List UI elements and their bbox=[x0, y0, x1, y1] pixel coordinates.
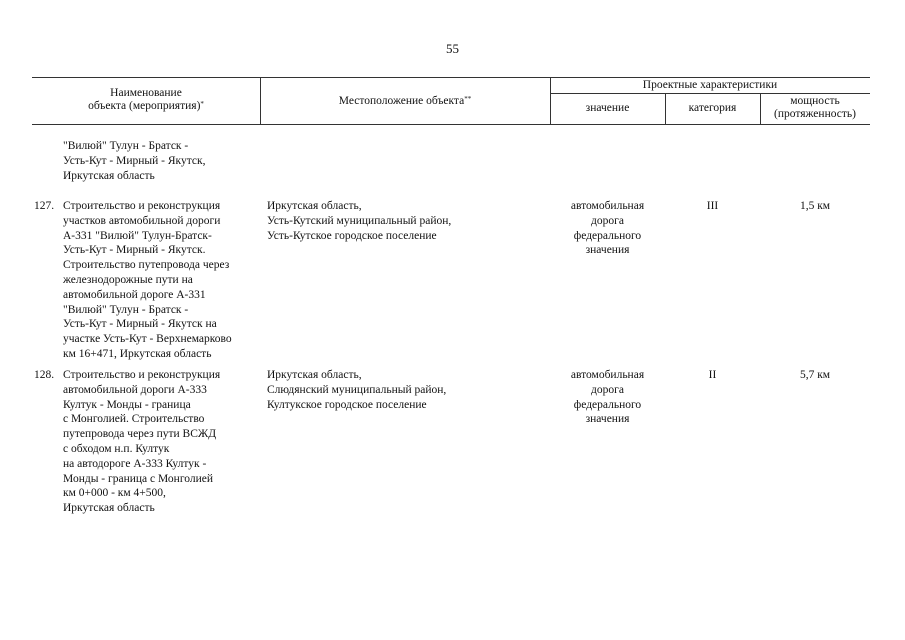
header-capacity-line2: (протяженность) bbox=[774, 108, 856, 120]
row-value: автомобильная дорога федерального значения bbox=[570, 200, 645, 257]
row-location: Иркутская область, Усть-Кутский муниципальный район, Усть-Кутское городское поселение bbox=[267, 200, 452, 242]
row-name: Строительство и реконструкция участков автомобильной дороги А-331 "Вилюй" Тулун-Братск- Усть-Кут - Мирный - Якутск. Строительство путепровода через железнодорожные пути на автомобильной дороге А-331 "Вилюй" Тулун - Братск - Усть-Кут - Мирный - Якутск на участке Усть-Кут - Верхнемарково км 16+471, Иркутская область bbox=[63, 200, 232, 360]
row-name: Строительство и реконструкция автомобильной дороги А-333 Култук - Монды - граница с Монголией. Строительство путепровода через пути ВСЖД с обходом н.п. Култук на автодороге А-333 Култук - Монды - граница с Монголией км 0+000 - км 4+500, Иркутская область bbox=[63, 369, 221, 515]
table-header bbox=[32, 77, 870, 125]
row-capacity: 5,7 км bbox=[799, 369, 831, 381]
header-name bbox=[32, 87, 260, 113]
header-name-line2: объекта (мероприятия)* bbox=[88, 100, 204, 112]
header-name-mark: * bbox=[200, 100, 204, 108]
row-category: II bbox=[708, 369, 717, 381]
row-capacity: 1,5 км bbox=[799, 200, 831, 212]
row-number: 127. bbox=[34, 200, 55, 212]
header-capacity bbox=[760, 95, 870, 121]
row-location: Иркутская область, Слюдянский муниципальный район, Култукское городское поселение bbox=[267, 369, 447, 411]
header-category: категория bbox=[688, 102, 737, 114]
continuation-name: "Вилюй" Тулун - Братск - Усть-Кут - Мирный - Якутск, Иркутская область bbox=[63, 140, 206, 182]
header-name-line1: Наименование bbox=[110, 87, 182, 99]
row-number: 128. bbox=[34, 369, 55, 381]
header-location: Местоположение объекта** bbox=[338, 95, 472, 107]
header-capacity-line1: мощность bbox=[790, 95, 840, 107]
header-subdivider bbox=[550, 93, 870, 94]
header-location-mark: ** bbox=[464, 95, 472, 103]
page-number: 55 bbox=[446, 41, 459, 56]
row-category: III bbox=[706, 200, 719, 212]
header-value: значение bbox=[585, 102, 630, 114]
row-value: автомобильная дорога федерального значения bbox=[570, 369, 645, 426]
header-project: Проектные характеристики bbox=[642, 79, 778, 91]
